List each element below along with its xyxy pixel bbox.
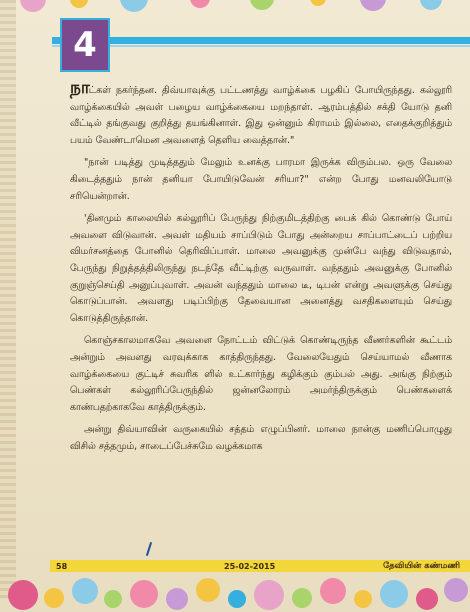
issue-date: 25-02-2015: [224, 561, 276, 571]
top-decoration: [0, 0, 470, 14]
magazine-name: தேவியின் கண்மணி: [383, 560, 460, 571]
drop-cap: நா: [70, 78, 89, 98]
paragraph-4: கொஞ்சகாலமாகவே அவளை நோட்டம் விட்டுக் கொண்டிருந்த வீணர்களின் கூட்டம் அன்றும் அவளது வரவுக்காக காத்திருந்தது. வேலையேதும் செய்யாமல் வீணாக வாழ்க்கையை குட்டிச் சுவரிக ளில் உட்கார்ந்து கழிக்கும் கும்பல் அது. அங்கு நிற்கும் பெண்கள் கல்லூரிப்பேருந்தில் ஜன்னலோரம் அமர்ந்திருக்கும் பெண்களைக் காண்பதற்காகவே காத்திருக்கும்.: [70, 335, 452, 413]
chapter-number-badge: [60, 18, 110, 72]
bottom-decoration: [0, 574, 470, 612]
page-number: 58: [56, 561, 68, 571]
paragraph-1: [70, 80, 452, 149]
paragraph-5: அன்று திவ்யாவின் வருகையில் சத்தம் எழுப்பினர். மாலை நான்கு மணிப்பொழுது விசில் சத்தமும், சாடைப்பேச்சுமே வழக்கமாக: [70, 424, 452, 452]
chapter-header-underline: [52, 45, 470, 47]
article-body: [70, 80, 452, 461]
paragraph-1-text: ட்கள் நகர்ந்தன. திவ்யாவுக்கு பட்டணத்து வாழ்க்கை பழகிப் போயிருந்தது. கல்லூரி வாழ்க்கையில் அவள் பழைய வாழ்க்கையை மறந்தாள். ஆரம்பத்தில் சக்தி யோடு தனி வீட்டில் தங்குவது குறித்து தயங்கினாள். இது ஒன்னும் கிராமம் இல்லை, எதைக்குறித்தும் பயம் வேண்டாமென அவளைத் தெளிய வைத்தான்.": [70, 85, 452, 146]
paragraph-2: "நான் படித்து முடித்ததும் மேலும் உனக்கு பாரமா இருக்க விரும்பல. ஒரு வேலை கிடைத்ததும் நான் தனியா போயிடுவேன் சரியா?" என்ற போது மனவலியோடு சரியென்றான்.: [70, 157, 452, 202]
blue-pen-mark: [146, 542, 152, 556]
page-footer: [56, 560, 466, 572]
chapter-header-bar: [52, 37, 470, 44]
page-spine: [0, 0, 16, 600]
paragraph-3: 'தினமும் காலையில் கல்லூரிப் பேருந்து நிற்குமிடத்திற்கு பைக் கில் கொண்டு போய் அவளை விடுவான். அவள் மதியம் சாப்பிடும் போது அன்றைய சாப்பாட்டைப் பற்றிய விமர்சனத்தை போனில் தெரிவிப்பாள். மாலை அவனுக்கு முன்பே வந்து விடுவதால், பேருந்து நிறுத்தத்திலிருந்து நடந்தே வீட்டிற்கு வருவாள். வந்ததும் அவனுக்கு போனில் குறுஞ்செய்தி அனுப்புவாள். அவன் வந்ததும் மாலை டீ, டிபன் என்று அவளுக்கு செய்து கொடுப்பான். அவளது படிப்பிற்கு தேவையான அனைத்து வசதிகளையும் செய்து கொடுத்திருந்தான்.: [70, 213, 452, 324]
chapter-number: 4: [73, 25, 97, 65]
